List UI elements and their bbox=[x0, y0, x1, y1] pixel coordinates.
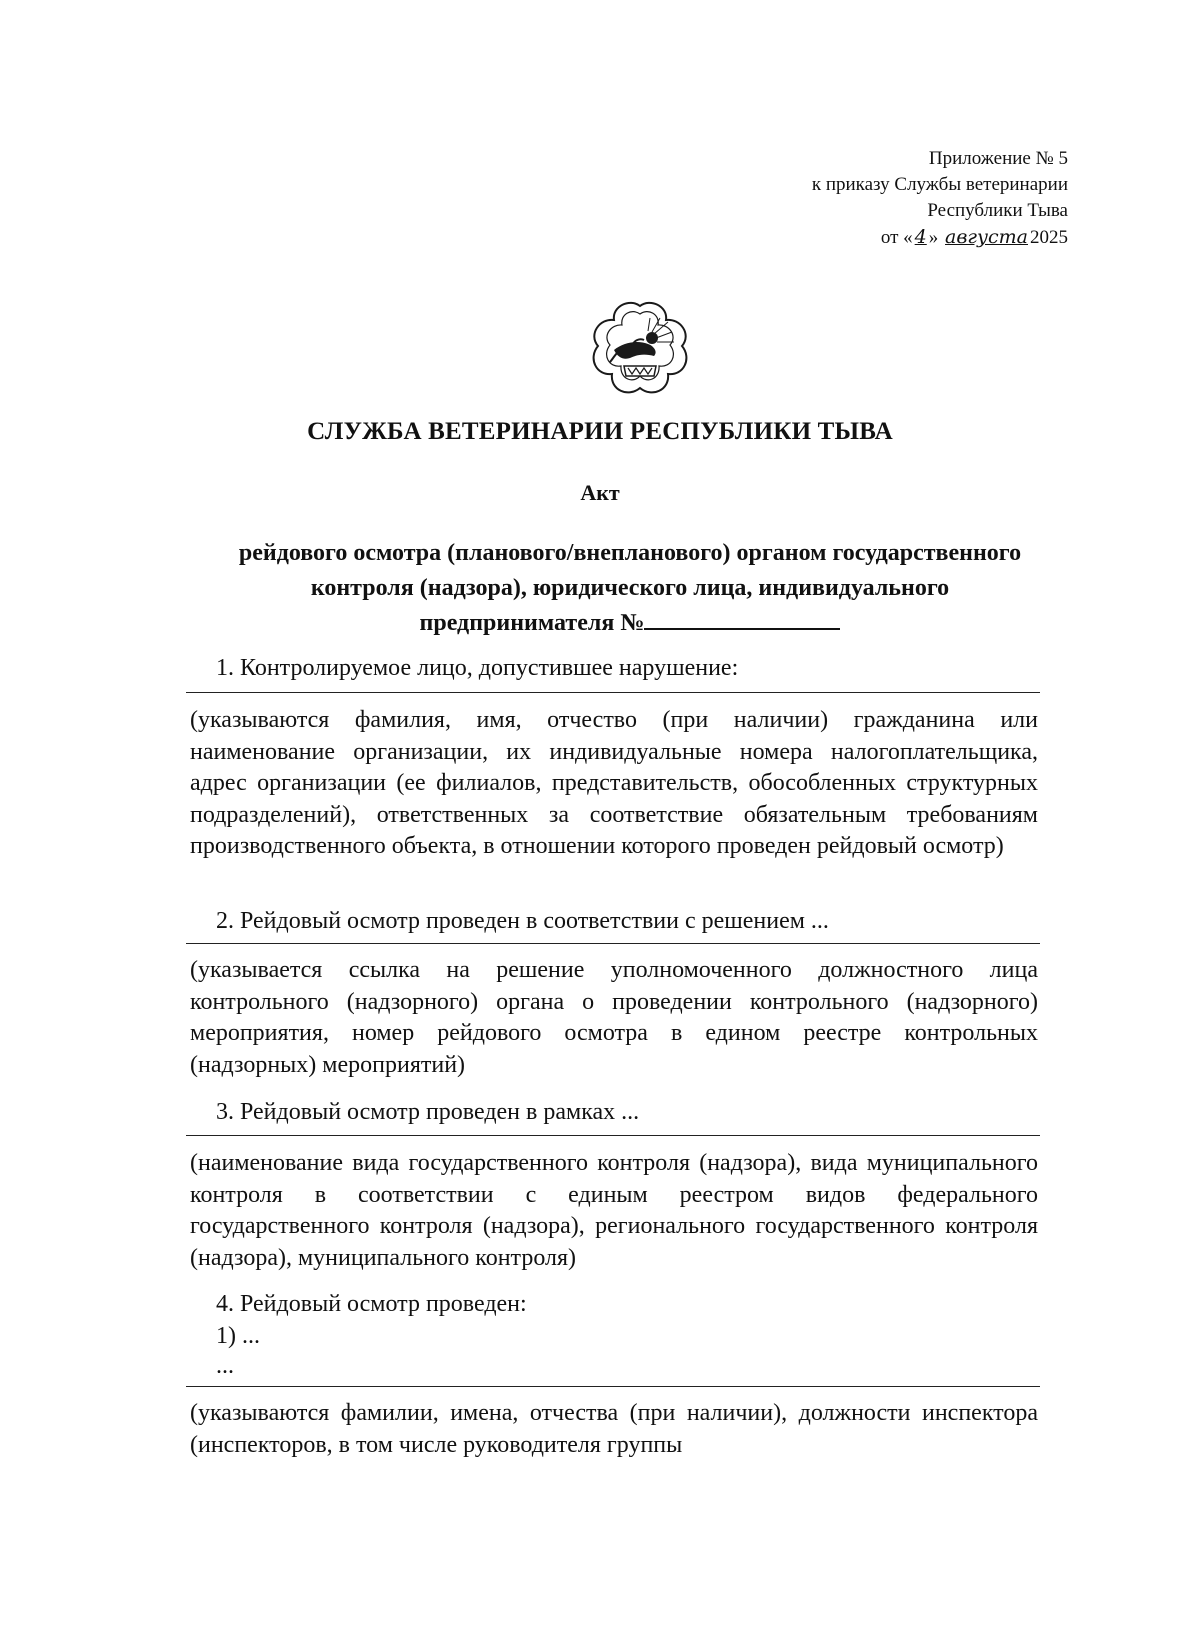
act-subtitle bbox=[195, 536, 1065, 641]
date-prefix: от « bbox=[880, 227, 913, 248]
section-2-heading: 2. Рейдовый осмотр проведен в соответствии с решением ... bbox=[216, 908, 829, 934]
appendix-number: Приложение № 5 bbox=[928, 148, 1068, 169]
appendix-order-ref: к приказу Службы ветеринарии bbox=[811, 174, 1068, 195]
section-4-heading: 4. Рейдовый осмотр проведен: bbox=[216, 1291, 527, 1317]
section-3-heading: 3. Рейдовый осмотр проведен в рамках ... bbox=[216, 1099, 640, 1125]
section-3-fill-line bbox=[186, 1135, 1040, 1136]
section-4-note: (указываются фамилии, имена, отчества (при наличии), должности инспектора (инспекторов, в том числе руководителя группы bbox=[190, 1400, 1038, 1458]
date-mid: » bbox=[928, 227, 939, 248]
act-number-label: предпринимателя № bbox=[419, 610, 645, 636]
date-month: августа bbox=[945, 226, 1028, 248]
section-3-note: (наименование вида государственного контроля (надзора), вида муниципального контроля в соответствии с единым реестром видов федерального государственного контроля (надзора), регионального государственного контроля (надзора), муниципального контроля) bbox=[190, 1150, 1038, 1271]
appendix-block bbox=[812, 146, 1068, 251]
section-4-item-ellipsis: ... bbox=[216, 1353, 234, 1379]
section-1-fill-line bbox=[186, 692, 1040, 693]
act-number-blank bbox=[644, 606, 840, 630]
act-subtitle-line-1: рейдового осмотра (планового/внепланового) органом государственного bbox=[238, 540, 1022, 566]
section-4-item-1: 1) ... bbox=[216, 1323, 260, 1349]
section-1-heading: 1. Контролируемое лицо, допустившее нарушение: bbox=[216, 655, 739, 681]
section-2-note: (указывается ссылка на решение уполномоченного должностного лица контрольного (надзорного) органа о проведении контрольного (надзорного) мероприятия, номер рейдового осмотра в едином реестре контрольных (надзорных) мероприятий) bbox=[190, 957, 1038, 1078]
date-year: 2025 bbox=[1030, 227, 1068, 248]
act-subtitle-line-2: контроля (надзора), юридического лица, индивидуального bbox=[310, 575, 950, 601]
section-1-note: (указываются фамилия, имя, отчество (при наличии) гражданина или наименование организации, их индивидуальные номера налогоплательщика, адрес организации (ее филиалов, представительств, обособленных структурных подразделений), ответственных за соответствие обязательным требованиям производственного объекта, в отношении которого проведен рейдовый осмотр) bbox=[190, 707, 1038, 859]
tuva-coat-of-arms-icon bbox=[588, 300, 692, 398]
appendix-republic: Республики Тыва bbox=[927, 200, 1068, 221]
section-4-fill-line bbox=[186, 1386, 1040, 1387]
organization-title: СЛУЖБА ВЕТЕРИНАРИИ РЕСПУБЛИКИ ТЫВА bbox=[307, 418, 893, 445]
act-subtitle-line-3 bbox=[195, 606, 1065, 641]
section-2-fill-line bbox=[186, 943, 1040, 944]
appendix-date bbox=[812, 224, 1068, 251]
act-heading: Акт bbox=[580, 480, 620, 505]
date-day: 4 bbox=[914, 226, 927, 248]
